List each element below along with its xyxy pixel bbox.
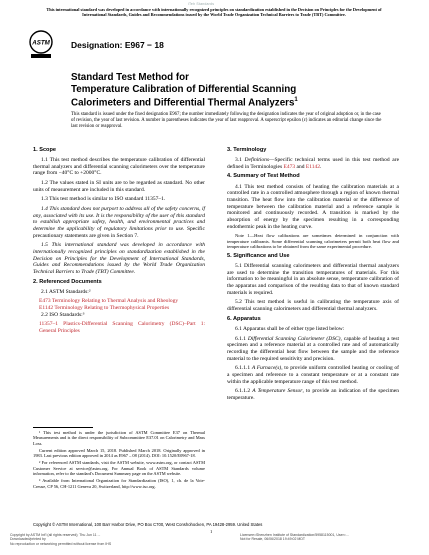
footnote-3: ³ Available from International Organization for Standardization (ISO), 1, ch. de la Voie-Creuse, CP 56, CH-1211 Geneva 20, Switzerland, http://www.iso.org. xyxy=(33,478,205,489)
para-6-1-1-2: 6.1.1.2 A Temperature Sensor, to provide an indication of the specimen temperature. xyxy=(227,388,400,401)
section-5-heading: 5. Significance and Use xyxy=(227,253,290,259)
para-6-1: 6.1 Apparatus shall be of either type listed below: xyxy=(235,325,345,332)
para-2-1: 2.1 ASTM Standards:² xyxy=(41,288,91,295)
para-6-1-1: 6.1.1 Differential Scanning Calorimeter (DSC), capable of heating a test specimen and a reference material at a controlled rate and of automatically recording the differential heat flow between the sample and the reference material to the required sensitivity and precision. xyxy=(227,335,399,362)
license-right: Licensee=Shenzhen Institute of Standardization/5958115001, User=... Not for Resale, 06/06/2018 19:49:02 MDT xyxy=(240,533,349,542)
para-1-5: 1.5 This international standard was developed in accordance with internationally recognized principles on standardization established in the Decision on Principles for the Development of International Standards, Guides and Recommendations issued by the World Trade Organization Technical Barriers to Trade (TBT) Committee. xyxy=(33,242,205,275)
top-note: This international standard was developed in accordance with internationally recognized principles on standardization established in the Decision on Principles for the Development of International Standards, Guides and Recommendations issued by the World Trade Organization Technical Barriers to Trade (TBT) Committee. xyxy=(46,7,382,18)
para-5-1: 5.1 Differential scanning calorimeters and differential thermal analyzers are used to determine the transition temperatures of materials. For this information to be meaningful in an absolute sense, temperature calibration of the apparatus and comparison of the resulting data to that of known standard materials is required. xyxy=(227,263,399,296)
designation: Designation: E967 − 18 xyxy=(71,40,164,50)
title-line-1: Standard Test Method for xyxy=(71,72,189,83)
title-line-3: Calorimeters and Differential Thermal Analyzers$^1$ xyxy=(71,97,298,109)
para-3-1: 3.1 Definitions—Specific technical terms used in this test method are defined in Terminologies E473 and E1142. xyxy=(227,157,400,170)
para-1-3: 1.3 This test method is similar to ISO standard 11357–1. xyxy=(41,196,166,203)
right-column xyxy=(227,147,399,404)
footnote-divider xyxy=(33,427,93,428)
ref-iso-11357-link[interactable]: 11357–1 Plastics-Differential Scanning Calorimetry (DSC)–Part 1: General Principles xyxy=(39,321,205,335)
footnote-1: ¹ This test method is under the jurisdiction of ASTM Committee E37 on Thermal Measurements and is the direct responsibility of Subcommittee E37.01 on Calorimetry and Mass Loss. xyxy=(33,430,205,446)
note-1: Note 1—Heat flow calibrations are sometimes determined in conjunction with temperature calibrants. Some differential scanning calorimeters permit both heat flow and temperature calibrations to be obtained from the same experimental procedure. xyxy=(227,233,399,250)
para-1-1: 1.1 This test method describes the temperature calibration of differential thermal analyzers and differential scanning calorimeters over the temperature range from −40°C to +2000°C. xyxy=(33,157,205,177)
footnote-2: ² For referenced ASTM standards, visit the ASTM website, www.astm.org, or contact ASTM Customer Service at service@astm.org. For Annual Book of ASTM Standards volume information, refer to the standard's Document Summary page on the ASTM website. xyxy=(33,460,205,477)
section-2-heading: 2. Referenced Documents xyxy=(33,278,102,285)
para-6-1-1-1: 6.1.1.1 A Furnace(s), to provide uniform controlled heating or cooling of a specimen and reference to a constant temperature or at a constant rate within the applicable temperature range of this test method. xyxy=(227,365,399,385)
para-4-1: 4.1 This test method consists of heating the calibration materials at a controlled rate in a controlled atmosphere through a region of known thermal transition. The heat flow into the calibration material or the difference of temperature between the calibration material and a reference sample is monitored and continuously recorded. A transition is marked by the absorption of energy by the specimen resulting in a corresponding endothermic peak in the heating curve. xyxy=(227,183,399,230)
para-5-2: 5.2 This test method is useful in calibrating the temperature axis of differential scanning calorimeters and differential thermal analyzers. xyxy=(227,299,399,313)
e473-link[interactable]: E473 xyxy=(283,163,296,170)
title-footnote-mark: 1 xyxy=(294,97,298,103)
document-title xyxy=(71,72,371,109)
para-1-2: 1.2 The values stated in SI units are to be regarded as standard. No other units of measurement are included in this standard. xyxy=(33,180,205,193)
ref-e1142-link[interactable]: E1142 Terminology Relating to Thermophysical Properties xyxy=(39,305,170,312)
ref-e473-link[interactable]: E473 Terminology Relating to Thermal Analysis and Rheology xyxy=(39,298,179,305)
page-number: 1 xyxy=(210,529,213,534)
astm-logo xyxy=(28,30,54,60)
e1142-link[interactable]: E1142 xyxy=(305,163,320,170)
section-4-heading: 4. Summary of Test Method xyxy=(227,173,300,180)
left-column xyxy=(33,147,205,335)
license-left: Copyright by ASTM Int'l (all rights reserved); Thu Jun 11 ... Downloaded/printed by No reproduction or networking permitted without license from IHS xyxy=(10,533,112,546)
watermark: iTeh Standards xyxy=(188,2,215,6)
footnotes xyxy=(33,430,205,491)
footnote-1b: Current edition approved March 15, 2018. Published March 2018. Originally approved in 1983. Last previous edition approved in 2014 as E967 – 08 (2014). DOI: 10.1520/E0967-18. xyxy=(33,447,205,459)
svg-text:ASTM: ASTM xyxy=(32,39,50,47)
para-1-4: 1.4 This standard does not purport to address all of the safety concerns, if any, associated with its use. It is the responsibility of the user of this standard to establish appropriate safety, health, and environmental practices and determine the applicability of regulatory limitations prior to use. Specific precautionary statements are given in Section 7. xyxy=(33,206,205,239)
issued-note: This standard is issued under the fixed designation E967; the number immediately following the designation indicates the year of original adoption or, in the case of revision, the year of last revision. A number in parentheses indicates the year of last reapproval. A superscript epsilon (ε) indicates an editorial change since the last revision or reapproval. xyxy=(71,112,382,129)
section-6-heading: 6. Apparatus xyxy=(227,315,261,322)
copyright-line: Copyright © ASTM International, 100 Barr Harbor Drive, PO Box C700, West Conshohocken, PA 19428-2959. United States xyxy=(33,522,263,527)
title-line-2: Temperature Calibration of Differential Scanning xyxy=(71,83,297,95)
para-2-2: 2.2 ISO Standards:³ xyxy=(41,311,85,318)
section-3-heading: 3. Terminology xyxy=(227,147,267,153)
section-1-heading: 1. Scope xyxy=(33,147,57,153)
